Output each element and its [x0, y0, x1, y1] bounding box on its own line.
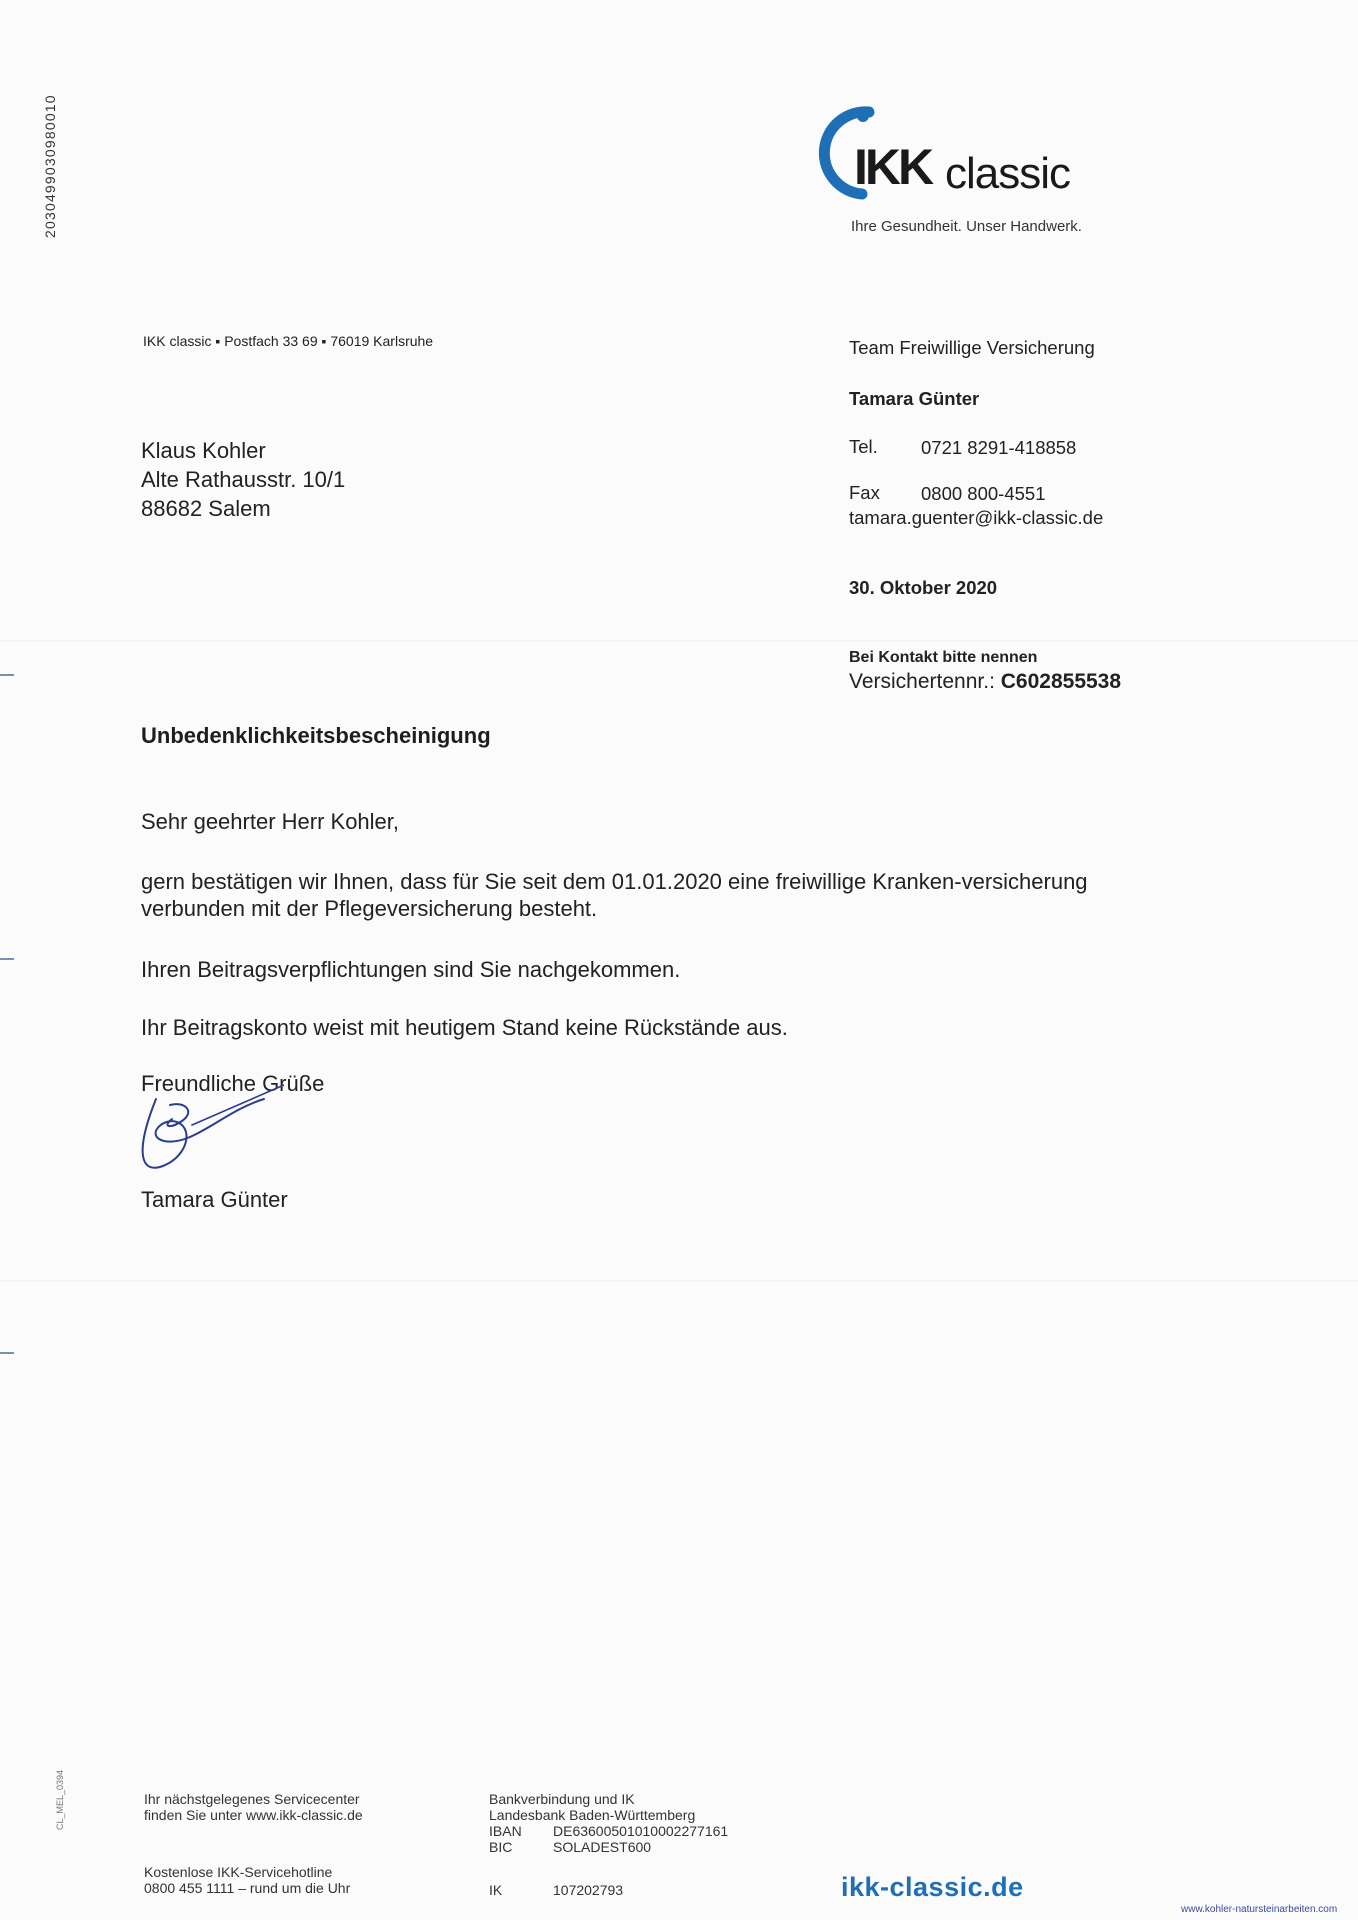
reference-note: Bei Kontakt bitte nennen: [849, 649, 1038, 666]
footer-service-line-1: Ihr nächstgelegenes Servicecenter: [144, 1791, 360, 1807]
fold-mark: [0, 674, 14, 676]
handwritten-signature: [134, 1081, 284, 1193]
form-code: CL_MEL_0394: [55, 1769, 65, 1830]
footer-bic-label: BIC: [489, 1839, 513, 1855]
logo-classic-text: classic: [945, 149, 1071, 198]
footer-hotline-line-2: 0800 455 1111 – rund um die Uhr: [144, 1880, 351, 1896]
contact-email: tamara.guenter@ikk-classic.de: [849, 507, 1104, 528]
contact-tel-value: 0721 8291-418858: [921, 437, 1077, 458]
punch-mark: [0, 958, 14, 960]
footer-bank-name: Landesbank Baden-Württemberg: [489, 1807, 696, 1823]
footer-bank-title: Bankverbindung und IK: [489, 1791, 635, 1807]
fold-line: [0, 640, 1358, 642]
footer-ik-value: 107202793: [553, 1882, 624, 1898]
recipient-address: [141, 436, 345, 523]
watermark-url: www.kohler-natursteinarbeiten.com: [1181, 1904, 1338, 1915]
contact-person: Tamara Günter: [849, 388, 980, 409]
barcode-number: 2030499030980010: [42, 94, 58, 238]
footer-service-line-2: finden Sie unter www.ikk-classic.de: [144, 1807, 363, 1823]
footer-iban-value: DE63600501010002277161: [553, 1823, 729, 1839]
closing: Freundliche Grüße: [141, 1071, 325, 1096]
footer-ik-label: IK: [489, 1882, 503, 1898]
sender-line: IKK classic ▪ Postfach 33 69 ▪ 76019 Karlsruhe: [143, 333, 434, 349]
contact-fax-label: Fax: [849, 482, 880, 503]
footer-service: [144, 1791, 363, 1823]
footer-bic-value: SOLADEST600: [553, 1839, 652, 1855]
recipient-name: Klaus Kohler: [141, 438, 266, 463]
footer-iban-label: IBAN: [489, 1823, 522, 1839]
insurance-number-line: [849, 670, 1121, 694]
insurance-number: C602855538: [1000, 670, 1122, 693]
salutation: Sehr geehrter Herr Kohler,: [141, 809, 400, 834]
footer-hotline: [144, 1864, 350, 1896]
contact-tel-label: Tel.: [849, 436, 878, 457]
logo-claim: Ihre Gesundheit. Unser Handwerk.: [851, 218, 1082, 235]
fold-line: [0, 1280, 1358, 1282]
paragraph-1: gern bestätigen wir Ihnen, dass für Sie seit dem 01.01.2020 eine freiwillige Kranken-versicherung verbunden mit der Pflegeversicherung besteht.: [141, 869, 1088, 921]
letter-subject: Unbedenklichkeitsbescheinigung: [141, 723, 491, 748]
signature-name: Tamara Günter: [141, 1187, 288, 1212]
insurance-number-label: Versichertennr.:: [849, 670, 995, 693]
recipient-street: Alte Rathausstr. 10/1: [141, 467, 346, 492]
footer-website-brand: ikk-classic.de: [841, 1872, 1024, 1902]
paragraph-3: Ihr Beitragskonto weist mit heutigem Stand keine Rückstände aus.: [141, 1015, 788, 1040]
paragraph-2: Ihren Beitragsverpflichtungen sind Sie nachgekommen.: [141, 957, 681, 982]
contact-team: Team Freiwillige Versicherung: [849, 337, 1095, 358]
fold-mark: [0, 1352, 14, 1354]
contact-fax-value: 0800 800-4551: [921, 483, 1046, 504]
recipient-city: 88682 Salem: [141, 496, 271, 521]
logo-ikk-text: IKK: [854, 139, 932, 195]
ikk-classic-logo: [817, 104, 1117, 244]
footer-hotline-line-1: Kostenlose IKK-Servicehotline: [144, 1864, 333, 1880]
letter-date: 30. Oktober 2020: [849, 577, 998, 598]
